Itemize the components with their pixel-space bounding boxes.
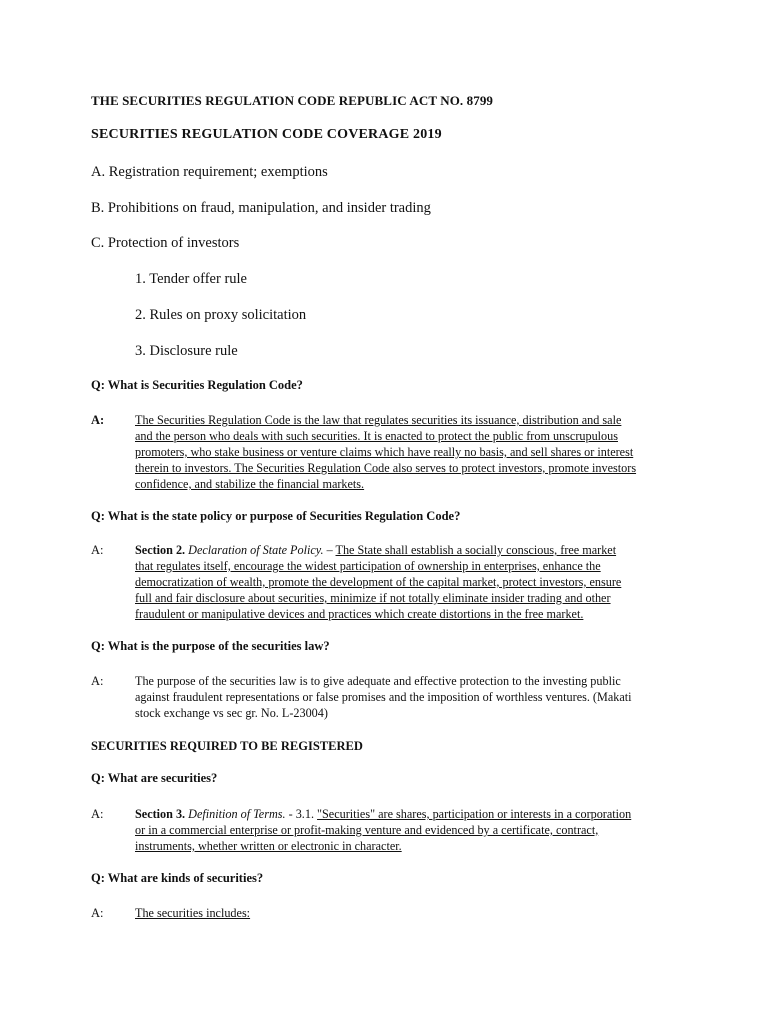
answer-1-line: and the person who deals with such securities. It is enacted to protect the public from unscrupulous <box>135 429 618 443</box>
coverage-item-b: B. Prohibitions on fraud, manipulation, and insider trading <box>91 200 431 216</box>
question-1: Q: What is Securities Regulation Code? <box>91 378 303 392</box>
answer-5-text: The securities includes: <box>135 906 251 920</box>
question-4: Q: What are securities? <box>91 771 218 785</box>
section-number: Section 2. <box>135 543 186 557</box>
answer-4-text: "Securities" are shares, participation or interests in a corporation <box>317 807 632 821</box>
answer-4-first-line <box>135 806 691 822</box>
answer-4-line: instruments, whether written or electronic in character. <box>135 839 402 853</box>
answer-label-3: A: <box>91 674 104 688</box>
answer-3-line: stock exchange vs sec gr. No. L-23004) <box>135 706 328 720</box>
section-title: Declaration of State Policy. <box>188 543 324 557</box>
answer-2-line: that regulates itself, encourage the widest participation of ownership in enterprises, enhance the <box>135 559 601 573</box>
question-2: Q: What is the state policy or purpose of Securities Regulation Code? <box>91 509 461 523</box>
document-title: THE SECURITIES REGULATION CODE REPUBLIC ACT NO. 8799 <box>91 93 494 108</box>
answer-2-first-line <box>135 542 691 558</box>
answer-1-line: confidence, and stabilize the financial markets. <box>135 477 365 491</box>
answer-3-line: The purpose of the securities law is to give adequate and effective protection to the investing public <box>135 674 621 688</box>
answer-2 <box>135 542 691 622</box>
answer-1-line: The Securities Regulation Code is the law that regulates securities its issuance, distribution and sale <box>135 413 622 427</box>
answer-1-line: therein to investors. The Securities Regulation Code also serves to protect investors, promote investors <box>135 461 637 475</box>
question-3: Q: What is the purpose of the securities law? <box>91 639 330 653</box>
answer-2-line: fraudulent or manipulative devices and practices which create distortions in the free market. <box>135 607 584 621</box>
sub-item-2: 2. Rules on proxy solicitation <box>135 307 307 323</box>
answer-5 <box>135 905 691 921</box>
section-dash: - 3.1. <box>285 807 318 821</box>
answer-4 <box>135 806 691 854</box>
answer-label-5: A: <box>91 906 104 920</box>
answer-2-line: democratization of wealth, promote the development of the capital market, protect investors, ensure <box>135 575 622 589</box>
answer-3-line: against fraudulent representations or false promises and the imposition of worthless ventures. (Makati <box>135 690 632 704</box>
section-dash: – <box>323 543 336 557</box>
section-heading: SECURITIES REQUIRED TO BE REGISTERED <box>91 739 363 753</box>
answer-4-line: or in a commercial enterprise or profit-making venture and evidenced by a certificate, contract, <box>135 823 599 837</box>
coverage-item-c: C. Protection of investors <box>91 235 240 251</box>
document-subtitle: SECURITIES REGULATION CODE COVERAGE 2019 <box>91 127 442 142</box>
answer-label-2: A: <box>91 543 104 557</box>
answer-3 <box>135 673 695 721</box>
question-5: Q: What are kinds of securities? <box>91 871 264 885</box>
answer-2-line: full and fair disclosure about securities, minimize if not totally eliminate insider trading and other <box>135 591 611 605</box>
answer-2-text: The State shall establish a socially conscious, free market <box>335 543 617 557</box>
answer-1-line: promoters, who stake business or venture claims which have really no basis, and sell shares or interest <box>135 445 634 459</box>
sub-item-1: 1. Tender offer rule <box>135 271 247 287</box>
answer-label-1: A: <box>91 413 105 427</box>
section-title: Definition of Terms. <box>188 807 286 821</box>
coverage-item-a: A. Registration requirement; exemptions <box>91 164 328 180</box>
answer-label-4: A: <box>91 807 104 821</box>
answer-1 <box>135 412 691 492</box>
section-number: Section 3. <box>135 807 186 821</box>
sub-item-3: 3. Disclosure rule <box>135 343 238 359</box>
